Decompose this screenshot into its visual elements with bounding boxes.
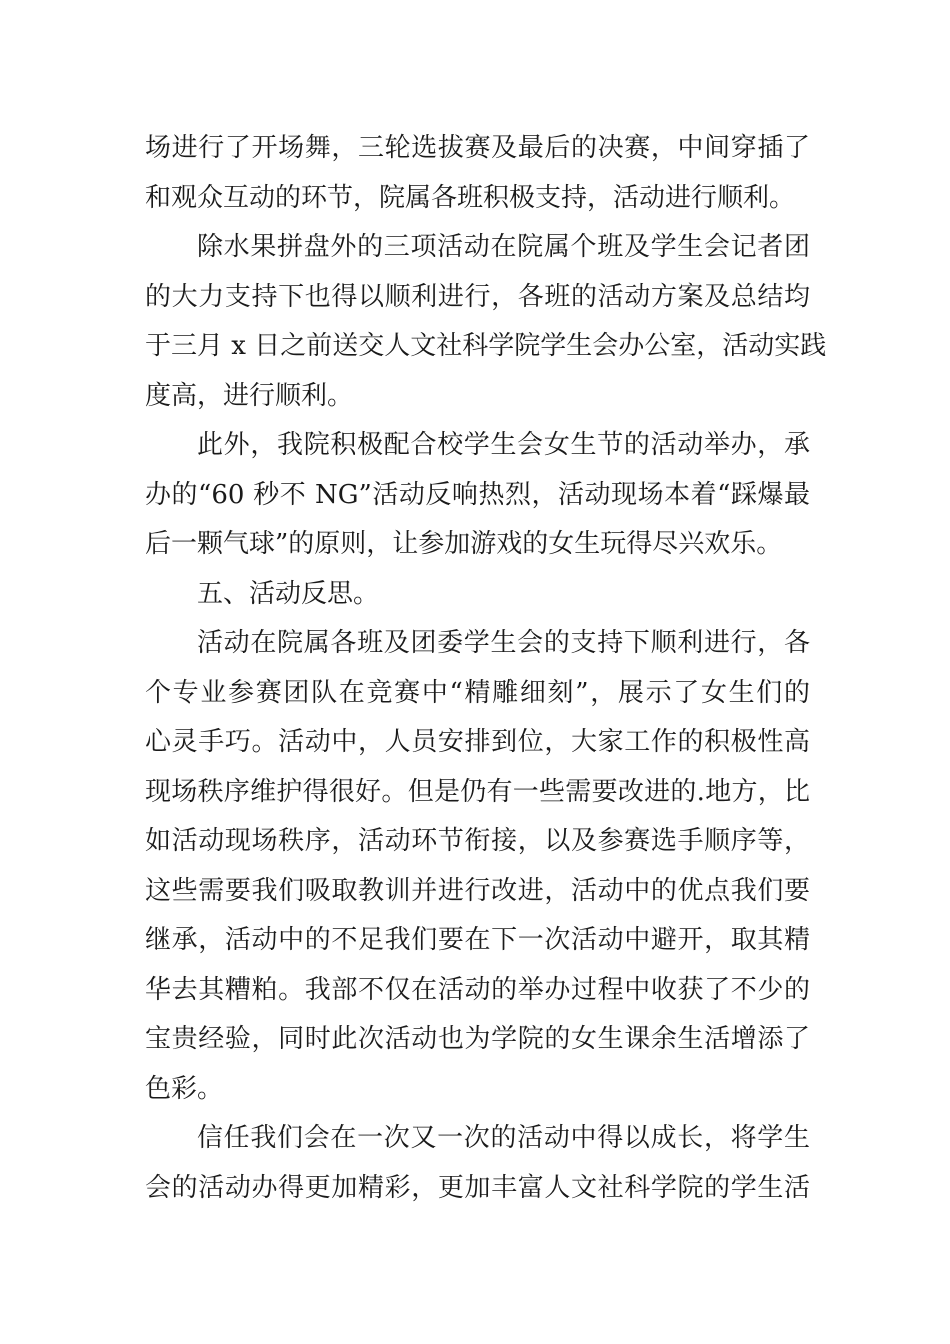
text-line: 继承，活动中的不足我们要在下一次活动中避开，取其精 bbox=[145, 925, 810, 955]
text-line: 五、活动反思。 bbox=[197, 578, 380, 609]
text-line: 宝贵经验，同时此次活动也为学院的女生课余生活增添了 bbox=[145, 1024, 810, 1054]
text-line: 心灵手巧。活动中，人员安排到位，大家工作的积极性高 bbox=[145, 727, 810, 757]
text-line: 除水果拼盘外的三项活动在院属个班及学生会记者团 bbox=[197, 232, 810, 262]
text-line: 活动在院属各班及团委学生会的支持下顺利进行，各 bbox=[197, 628, 810, 658]
text-line: 个专业参赛团队在竞赛中“精雕细刻”，展示了女生们的 bbox=[145, 677, 810, 708]
text-line: 现场秩序维护得很好。但是仍有一些需要改进的.地方，比 bbox=[145, 776, 810, 807]
text-line: 的大力支持下也得以顺利进行，各班的活动方案及总结均 bbox=[145, 281, 810, 312]
text-line: 色彩。 bbox=[145, 1073, 224, 1104]
text-line: 办的“60 秒不 NG”活动反响热烈，活动现场本着“踩爆最 bbox=[145, 479, 810, 510]
text-line: 信任我们会在一次又一次的活动中得以成长，将学生 bbox=[197, 1123, 810, 1153]
document-body bbox=[145, 124, 827, 1213]
text-line: 和观众互动的环节，院属各班积极支持，活动进行顺利。 bbox=[145, 182, 796, 213]
text-line: 此外，我院积极配合校学生会女生节的活动举办，承 bbox=[197, 430, 810, 460]
text-line: 场进行了开场舞，三轮选拔赛及最后的决赛，中间穿插了 bbox=[145, 133, 810, 163]
text-line: 会的活动办得更加精彩，更加丰富人文社科学院的学生活 bbox=[145, 1172, 810, 1203]
text-line: 如活动现场秩序，活动环节衔接，以及参赛选手顺序等， bbox=[145, 826, 810, 856]
text-line: 度高，进行顺利。 bbox=[145, 380, 354, 411]
text-line: 后一颗气球”的原则，让参加游戏的女生玩得尽兴欢乐。 bbox=[145, 529, 783, 559]
text-line: 华去其糟粕。我部不仅在活动的举办过程中收获了不少的 bbox=[145, 974, 810, 1005]
text-line: 这些需要我们吸取教训并进行改进，活动中的优点我们要 bbox=[145, 875, 810, 906]
text-line: 于三月 x 日之前送交人文社科学院学生会办公室，活动实践 bbox=[145, 331, 827, 361]
